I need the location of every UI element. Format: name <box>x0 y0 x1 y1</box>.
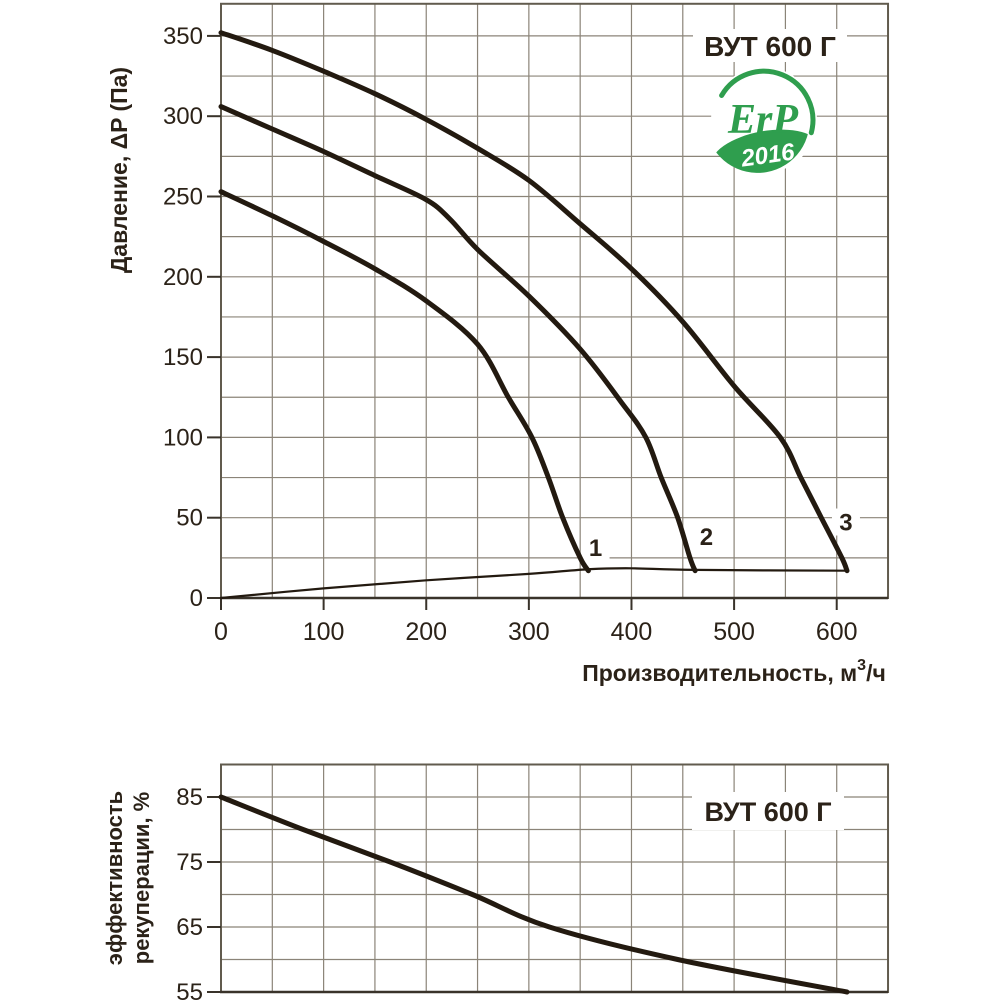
top-x-axis-title: Производительность, $м^3/ч$ <box>582 657 886 686</box>
top-y-tick-label: 100 <box>162 424 203 452</box>
logo-erp-text: ErP <box>727 97 799 143</box>
bottom-chart-title: ВУТ 600 Г <box>704 797 832 827</box>
top-y-tick-label: 150 <box>162 344 203 372</box>
top-chart-title: ВУТ 600 Г <box>704 31 836 62</box>
bottom-y-axis-title-line2: рекуперации, % <box>129 791 154 965</box>
curve-speed-2 <box>221 107 695 571</box>
curve-speed-1 <box>221 192 588 571</box>
top-x-tick-label: 100 <box>302 618 345 646</box>
curve-system-line <box>221 568 847 598</box>
top-y-tick-label: 350 <box>162 22 203 50</box>
curve-number-label: 3 <box>839 509 853 537</box>
bottom-y-axis-title-line1: эффективность <box>102 790 127 966</box>
top-x-tick-label: 400 <box>610 618 653 646</box>
bottom-y-tick-label: 55 <box>176 979 203 1000</box>
bottom-y-tick-label: 65 <box>176 914 203 941</box>
top-x-tick-label: 600 <box>815 618 858 646</box>
top-y-tick-label: 50 <box>176 504 203 532</box>
curve-number-label: 2 <box>699 523 714 551</box>
top-x-tick-label: 200 <box>405 618 448 646</box>
top-y-tick-label: 200 <box>162 263 203 291</box>
top-x-tick-label: 300 <box>508 618 550 646</box>
top-y-tick-label: 250 <box>162 183 203 211</box>
bottom-y-tick-label: 85 <box>176 784 203 811</box>
top-y-axis-title: Давление, ΔP (Па) <box>106 66 132 274</box>
bottom-y-tick-label: 75 <box>176 849 203 876</box>
tick-marks <box>207 36 837 992</box>
curve-number-label: 1 <box>588 535 603 563</box>
fan-curves <box>221 33 847 992</box>
top-x-tick-label: 500 <box>713 618 755 646</box>
top-x-tick-label: 0 <box>214 618 228 646</box>
top-y-tick-label: 0 <box>189 585 203 612</box>
top-y-tick-label: 300 <box>162 103 203 131</box>
logo-year-text: 2016 <box>739 138 797 173</box>
